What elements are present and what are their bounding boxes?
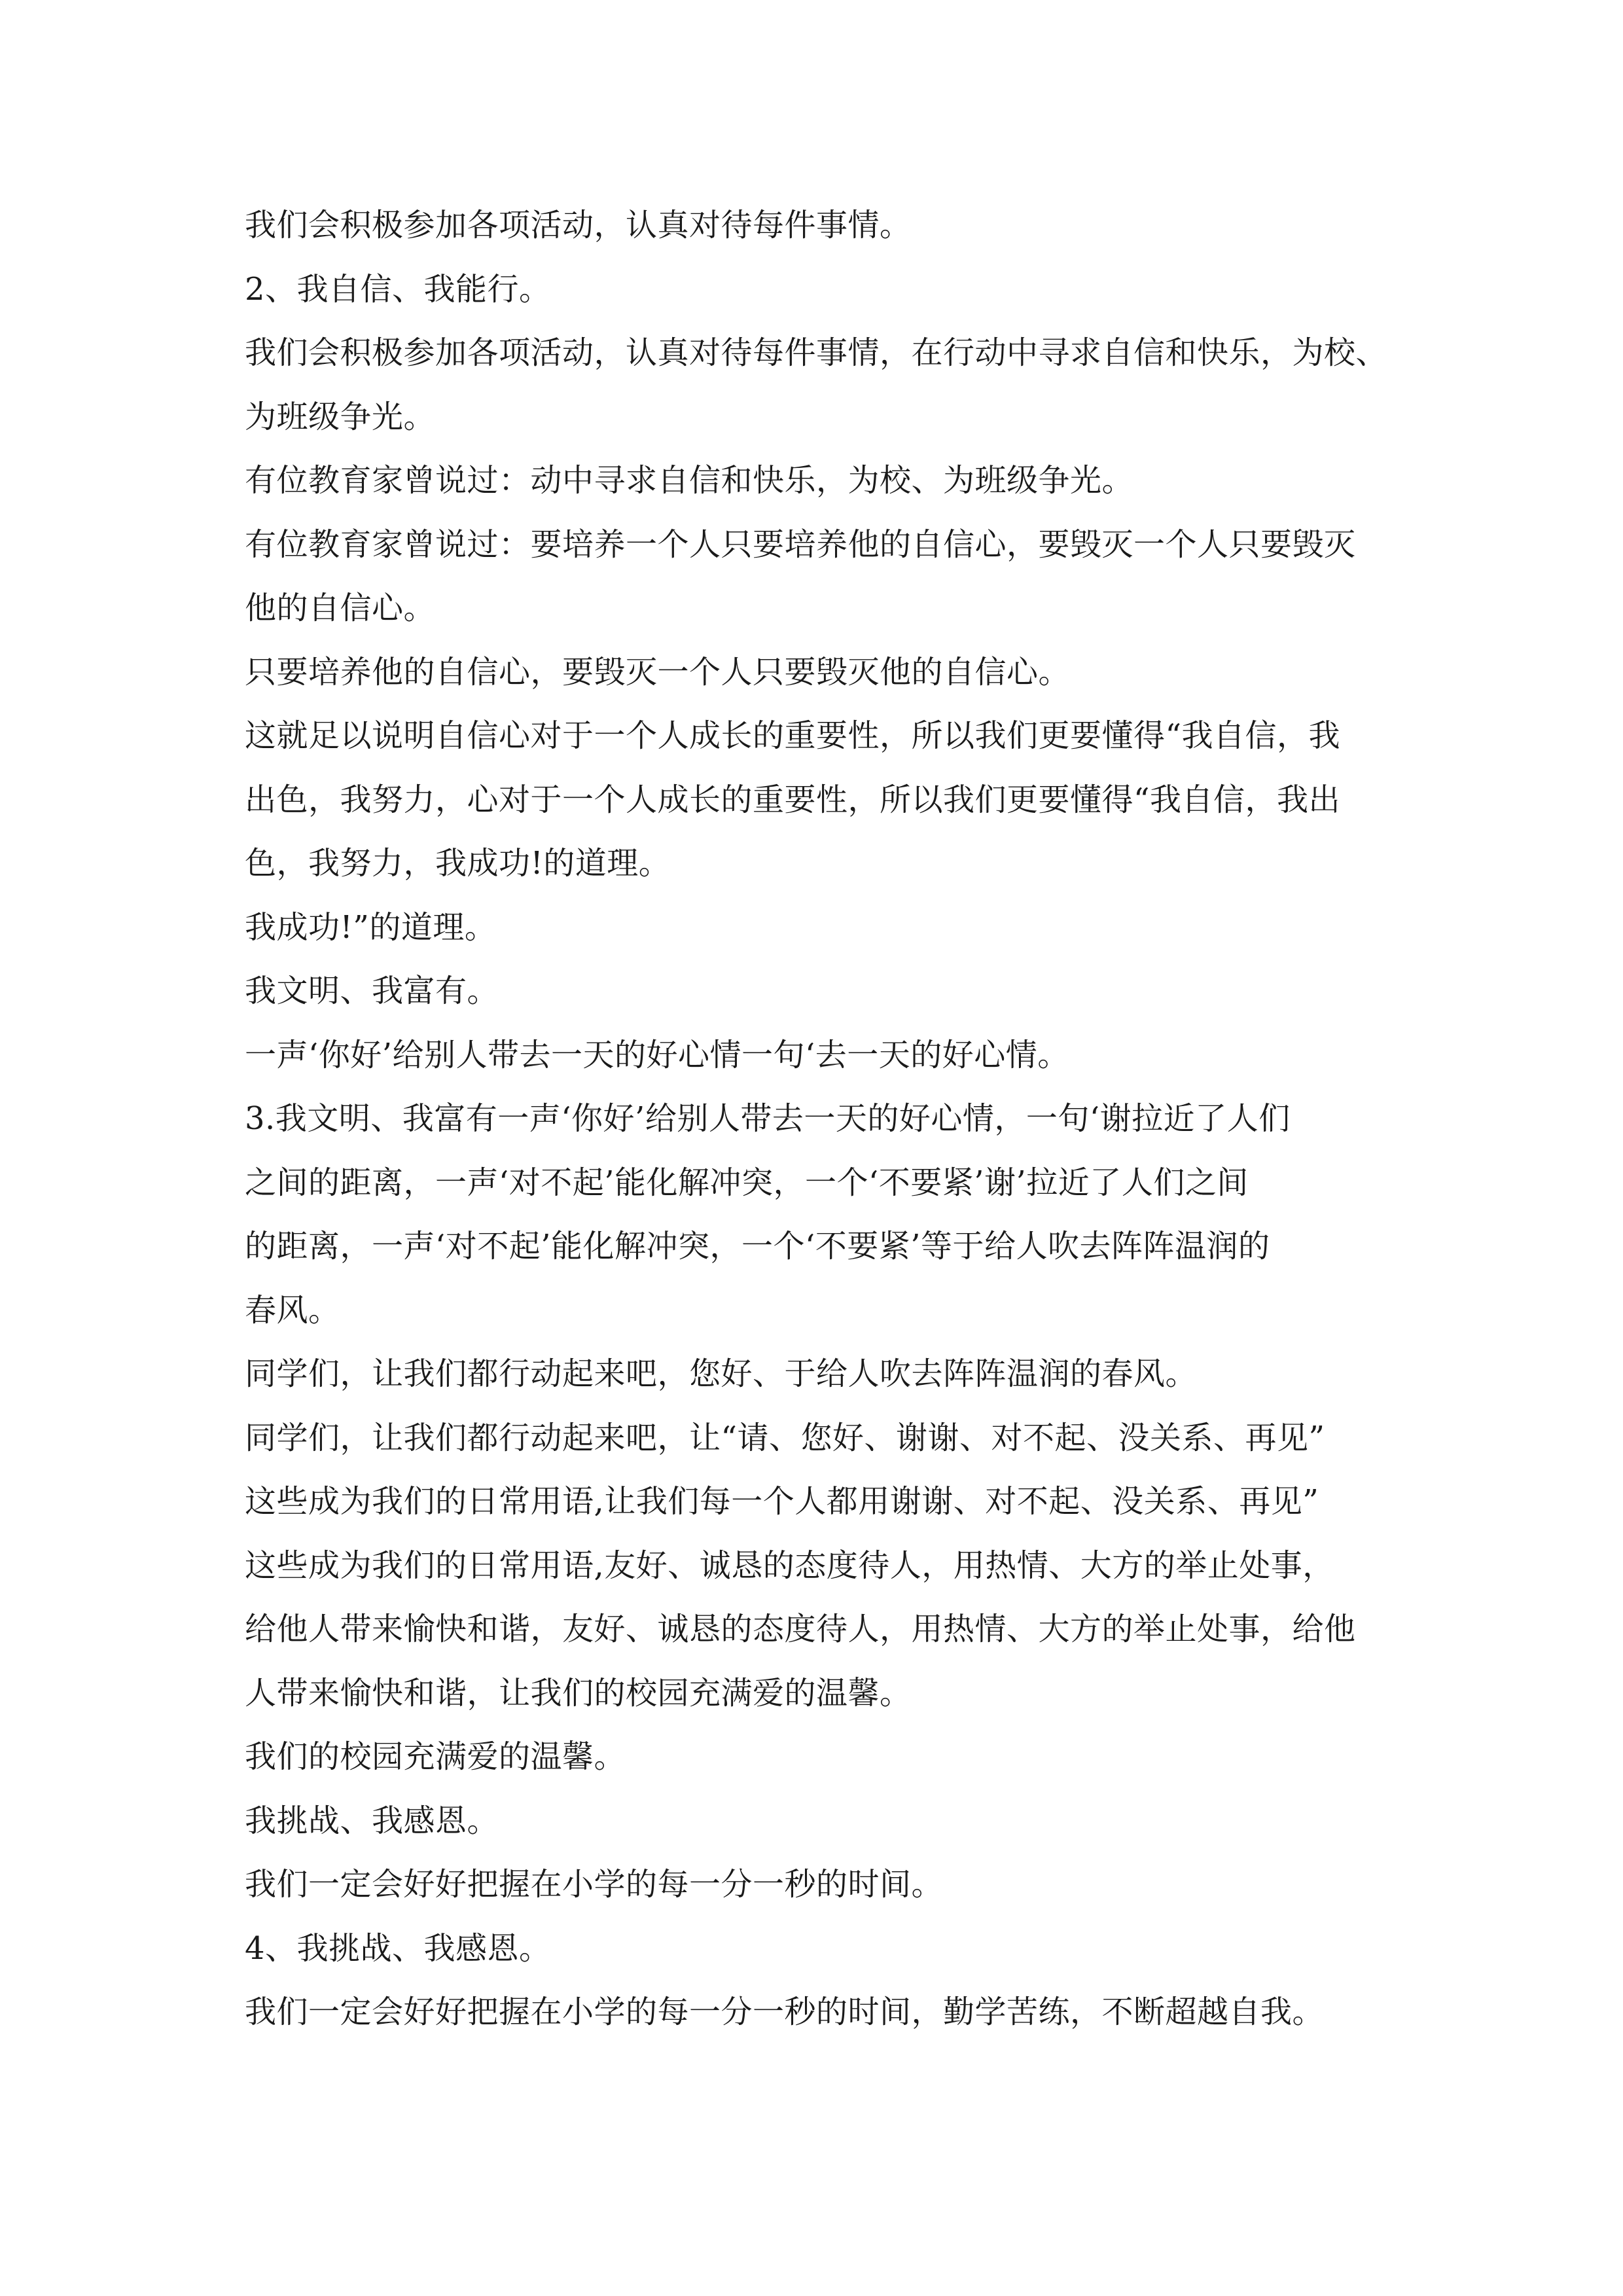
text-line: 给他人带来愉快和谐，友好、诚恳的态度待人，用热情、大方的举止处事，给他	[245, 1611, 1356, 1647]
text-line: 我们会积极参加各项活动，认真对待每件事情。	[245, 207, 912, 243]
text-line: 同学们，让我们都行动起来吧，您好、于给人吹去阵阵温润的春风。	[245, 1355, 1198, 1392]
text-line: 这些成为我们的日常用语,让我们每一个人都用谢谢、对不起、没关系、再见”	[245, 1483, 1319, 1520]
text-line: 之间的距离，一声‘对不起’能化解冲突，一个‘不要紧’谢’拉近了人们之间	[245, 1164, 1249, 1201]
text-line: 4、我挑战、我感恩。	[245, 1929, 551, 1967]
text-line: 有位教育家曾说过：动中寻求自信和快乐，为校、为班级争光。	[245, 462, 1134, 499]
text-line: 我文明、我富有。	[245, 973, 499, 1009]
text-line: 我们一定会好好把握在小学的每一分一秒的时间，勤学苦练，不断超越自我。	[245, 1994, 1325, 2030]
text-line: 人带来愉快和谐，让我们的校园充满爱的温馨。	[245, 1674, 912, 1712]
text-line: 一声‘你好’给别人带去一天的好心情一句‘去一天的好心情。	[245, 1036, 1069, 1073]
text-line: 为班级争光。	[245, 398, 436, 435]
text-line: 春风。	[245, 1291, 340, 1329]
text-line: 他的自信心。	[245, 590, 436, 626]
text-line: 出色，我努力，心对于一个人成长的重要性，所以我们更要懂得“我自信，我出	[245, 781, 1341, 818]
text-line: 同学们，让我们都行动起来吧，让“请、您好、谢谢、对不起、没关系、再见”	[245, 1419, 1325, 1456]
text-line: 我们的校园充满爱的温馨。	[245, 1738, 626, 1775]
text-line: 2、我自信、我能行。	[245, 270, 551, 308]
text-line: 有位教育家曾说过：要培养一个人只要培养他的自信心，要毁灭一个人只要毁灭	[245, 526, 1356, 563]
text-line: 我们一定会好好把握在小学的每一分一秒的时间。	[245, 1866, 944, 1903]
text-line: 这就足以说明自信心对于一个人成长的重要性，所以我们更要懂得“我自信，我	[245, 717, 1341, 754]
text-line: 我成功!”的道理。	[245, 908, 497, 946]
text-line: 色，我努力，我成功!的道理。	[245, 845, 671, 882]
text-line: 我挑战、我感恩。	[245, 1802, 499, 1839]
text-line: 只要培养他的自信心，要毁灭一个人只要毁灭他的自信心。	[245, 653, 1071, 691]
text-line: 我们会积极参加各项活动，认真对待每件事情，在行动中寻求自信和快乐，为校、	[245, 334, 1388, 371]
text-line: 3.我文明、我富有一声‘你好’给别人带去一天的好心情，一句‘谢拉近了人们	[245, 1100, 1291, 1137]
text-line: 这些成为我们的日常用语,友好、诚恳的态度待人，用热情、大方的举止处事，	[245, 1547, 1334, 1584]
text-line: 的距离，一声‘对不起’能化解冲突，一个‘不要紧’等于给人吹去阵阵温润的	[245, 1228, 1270, 1265]
body-text	[245, 194, 1436, 2045]
